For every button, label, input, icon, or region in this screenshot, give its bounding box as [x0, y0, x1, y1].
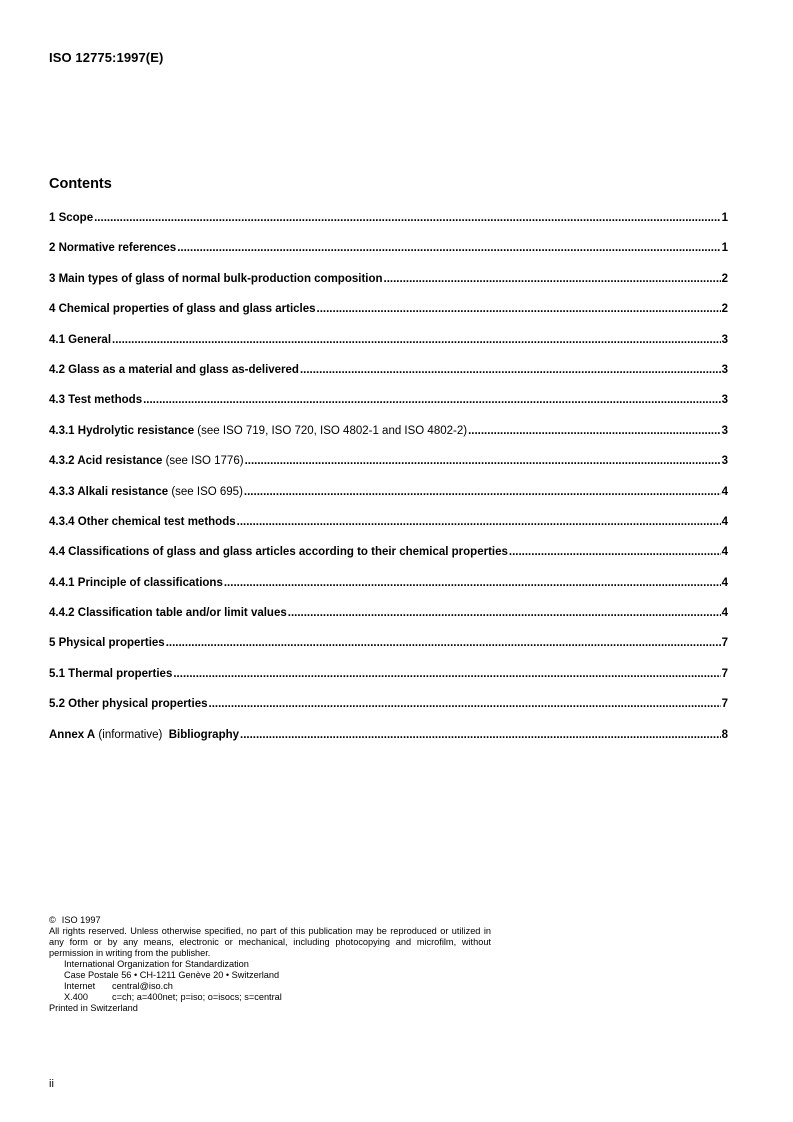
toc-dot-leader	[143, 394, 721, 406]
toc-page-number: 4	[721, 607, 728, 620]
toc-entry[interactable]	[49, 486, 728, 516]
toc-entry[interactable]	[49, 242, 728, 272]
toc-page-number: 3	[721, 455, 728, 468]
toc-entry-title: 5.2 Other physical properties	[49, 698, 208, 711]
contents-heading: Contents	[49, 176, 112, 192]
internet-contact	[49, 981, 491, 992]
toc-page-number: 3	[721, 363, 728, 376]
copyright-notice	[49, 915, 491, 1014]
toc-entry-title: 1 Scope	[49, 212, 94, 224]
toc-dot-leader	[209, 698, 721, 710]
toc-page-number: 3	[721, 333, 728, 346]
toc-entry[interactable]	[49, 273, 728, 303]
toc-dot-leader	[244, 486, 721, 498]
toc-entry-note: (see ISO 1776)	[162, 455, 244, 468]
toc-page-number: 4	[721, 546, 728, 559]
copyright-symbol: ©	[49, 915, 56, 925]
toc-page-number: 4	[721, 576, 728, 589]
toc-entry[interactable]	[49, 455, 728, 485]
toc-dot-leader	[112, 334, 721, 346]
toc-page-number: 4	[721, 485, 728, 498]
toc-entry-title: 4.2 Glass as a material and glass as-delivered	[49, 363, 299, 376]
toc-entry[interactable]	[49, 729, 728, 759]
internet-label: Internet	[64, 981, 96, 991]
toc-entry[interactable]	[49, 698, 728, 728]
toc-dot-leader	[384, 273, 721, 285]
toc-entry[interactable]	[49, 212, 728, 242]
toc-dot-leader	[468, 425, 721, 437]
x400-label: X.400	[64, 992, 89, 1002]
toc-dot-leader	[509, 546, 721, 558]
toc-page-number: 7	[721, 667, 728, 680]
toc-page-number: 8	[721, 728, 728, 741]
toc-entry[interactable]	[49, 516, 728, 546]
toc-dot-leader	[317, 303, 721, 315]
toc-entry[interactable]	[49, 334, 728, 364]
toc-dot-leader	[224, 577, 721, 589]
document-id-header: ISO 12775:1997(E)	[49, 50, 164, 65]
page-number: ii	[49, 1078, 54, 1090]
toc-dot-leader	[177, 242, 720, 254]
toc-entry-title: 2 Normative references	[49, 242, 177, 255]
toc-entry-title: Annex A	[49, 728, 96, 741]
table-of-contents	[49, 212, 728, 759]
printed-location: Printed in Switzerland	[49, 1003, 138, 1013]
x400-contact	[49, 992, 491, 1003]
toc-entry-title: 4.3.1 Hydrolytic resistance	[49, 424, 195, 437]
toc-entry[interactable]	[49, 546, 728, 576]
toc-entry[interactable]	[49, 577, 728, 607]
toc-entry-title: 4.1 General	[49, 333, 112, 346]
toc-entry-title: 4.4.1 Principle of classifications	[49, 576, 223, 589]
toc-entry-title: 5.1 Thermal properties	[49, 667, 173, 680]
toc-dot-leader	[240, 729, 721, 741]
organization-name: International Organization for Standardization	[64, 959, 249, 969]
toc-dot-leader	[300, 364, 721, 376]
toc-entry-title: 4 Chemical properties of glass and glass articles	[49, 303, 316, 316]
toc-page-number: 7	[721, 637, 728, 650]
toc-dot-leader	[94, 212, 720, 224]
toc-page-number: 2	[721, 272, 728, 285]
toc-entry-title: 4.3.3 Alkali resistance	[49, 485, 169, 498]
toc-entry-subtitle: Bibliography	[168, 728, 240, 741]
toc-page-number: 3	[721, 424, 728, 437]
toc-entry-title: 4.3 Test methods	[49, 394, 143, 407]
copyright-year-line	[49, 915, 491, 926]
toc-dot-leader	[173, 668, 720, 680]
toc-page-number: 3	[721, 394, 728, 407]
toc-entry-note: (see ISO 719, ISO 720, ISO 4802-1 and ISO 4802-2)	[194, 424, 468, 437]
toc-dot-leader	[166, 637, 721, 649]
toc-entry[interactable]	[49, 394, 728, 424]
toc-entry-title: 4.3.4 Other chemical test methods	[49, 515, 236, 528]
toc-dot-leader	[288, 607, 721, 619]
toc-entry[interactable]	[49, 668, 728, 698]
toc-entry-title: 3 Main types of glass of normal bulk-production composition	[49, 272, 383, 285]
toc-entry-title: 4.4.2 Classification table and/or limit values	[49, 607, 287, 620]
toc-dot-leader	[245, 455, 721, 467]
toc-page-number: 4	[721, 515, 728, 528]
toc-page-number: 1	[721, 212, 728, 224]
toc-page-number: 1	[721, 242, 728, 255]
organization-address: Case Postale 56 • CH-1211 Genève 20 • Switzerland	[64, 970, 280, 980]
toc-entry-title: 4.3.2 Acid resistance	[49, 455, 163, 468]
toc-entry-title: 4.4 Classifications of glass and glass articles according to their chemical properties	[49, 546, 508, 559]
toc-page-number: 2	[721, 303, 728, 316]
rights-statement: All rights reserved. Unless otherwise specified, no part of this publication may be reproduced or utilized in any form or by any means, electronic or mechanical, including photocopying and microfilm, without permission in writing from the publisher.	[49, 926, 491, 958]
toc-entry-title: 5 Physical properties	[49, 637, 165, 650]
internet-value: central@iso.ch	[112, 981, 173, 991]
toc-entry[interactable]	[49, 425, 728, 455]
toc-entry-note: (see ISO 695)	[168, 485, 243, 498]
toc-entry[interactable]	[49, 637, 728, 667]
toc-entry[interactable]	[49, 303, 728, 333]
copyright-year: ISO 1997	[61, 915, 101, 925]
x400-value: c=ch; a=400net; p=iso; o=isocs; s=central	[112, 992, 282, 1002]
toc-entry[interactable]	[49, 607, 728, 637]
toc-page-number: 7	[721, 698, 728, 711]
toc-entry[interactable]	[49, 364, 728, 394]
toc-entry-note: (informative)	[95, 728, 169, 741]
toc-dot-leader	[237, 516, 721, 528]
